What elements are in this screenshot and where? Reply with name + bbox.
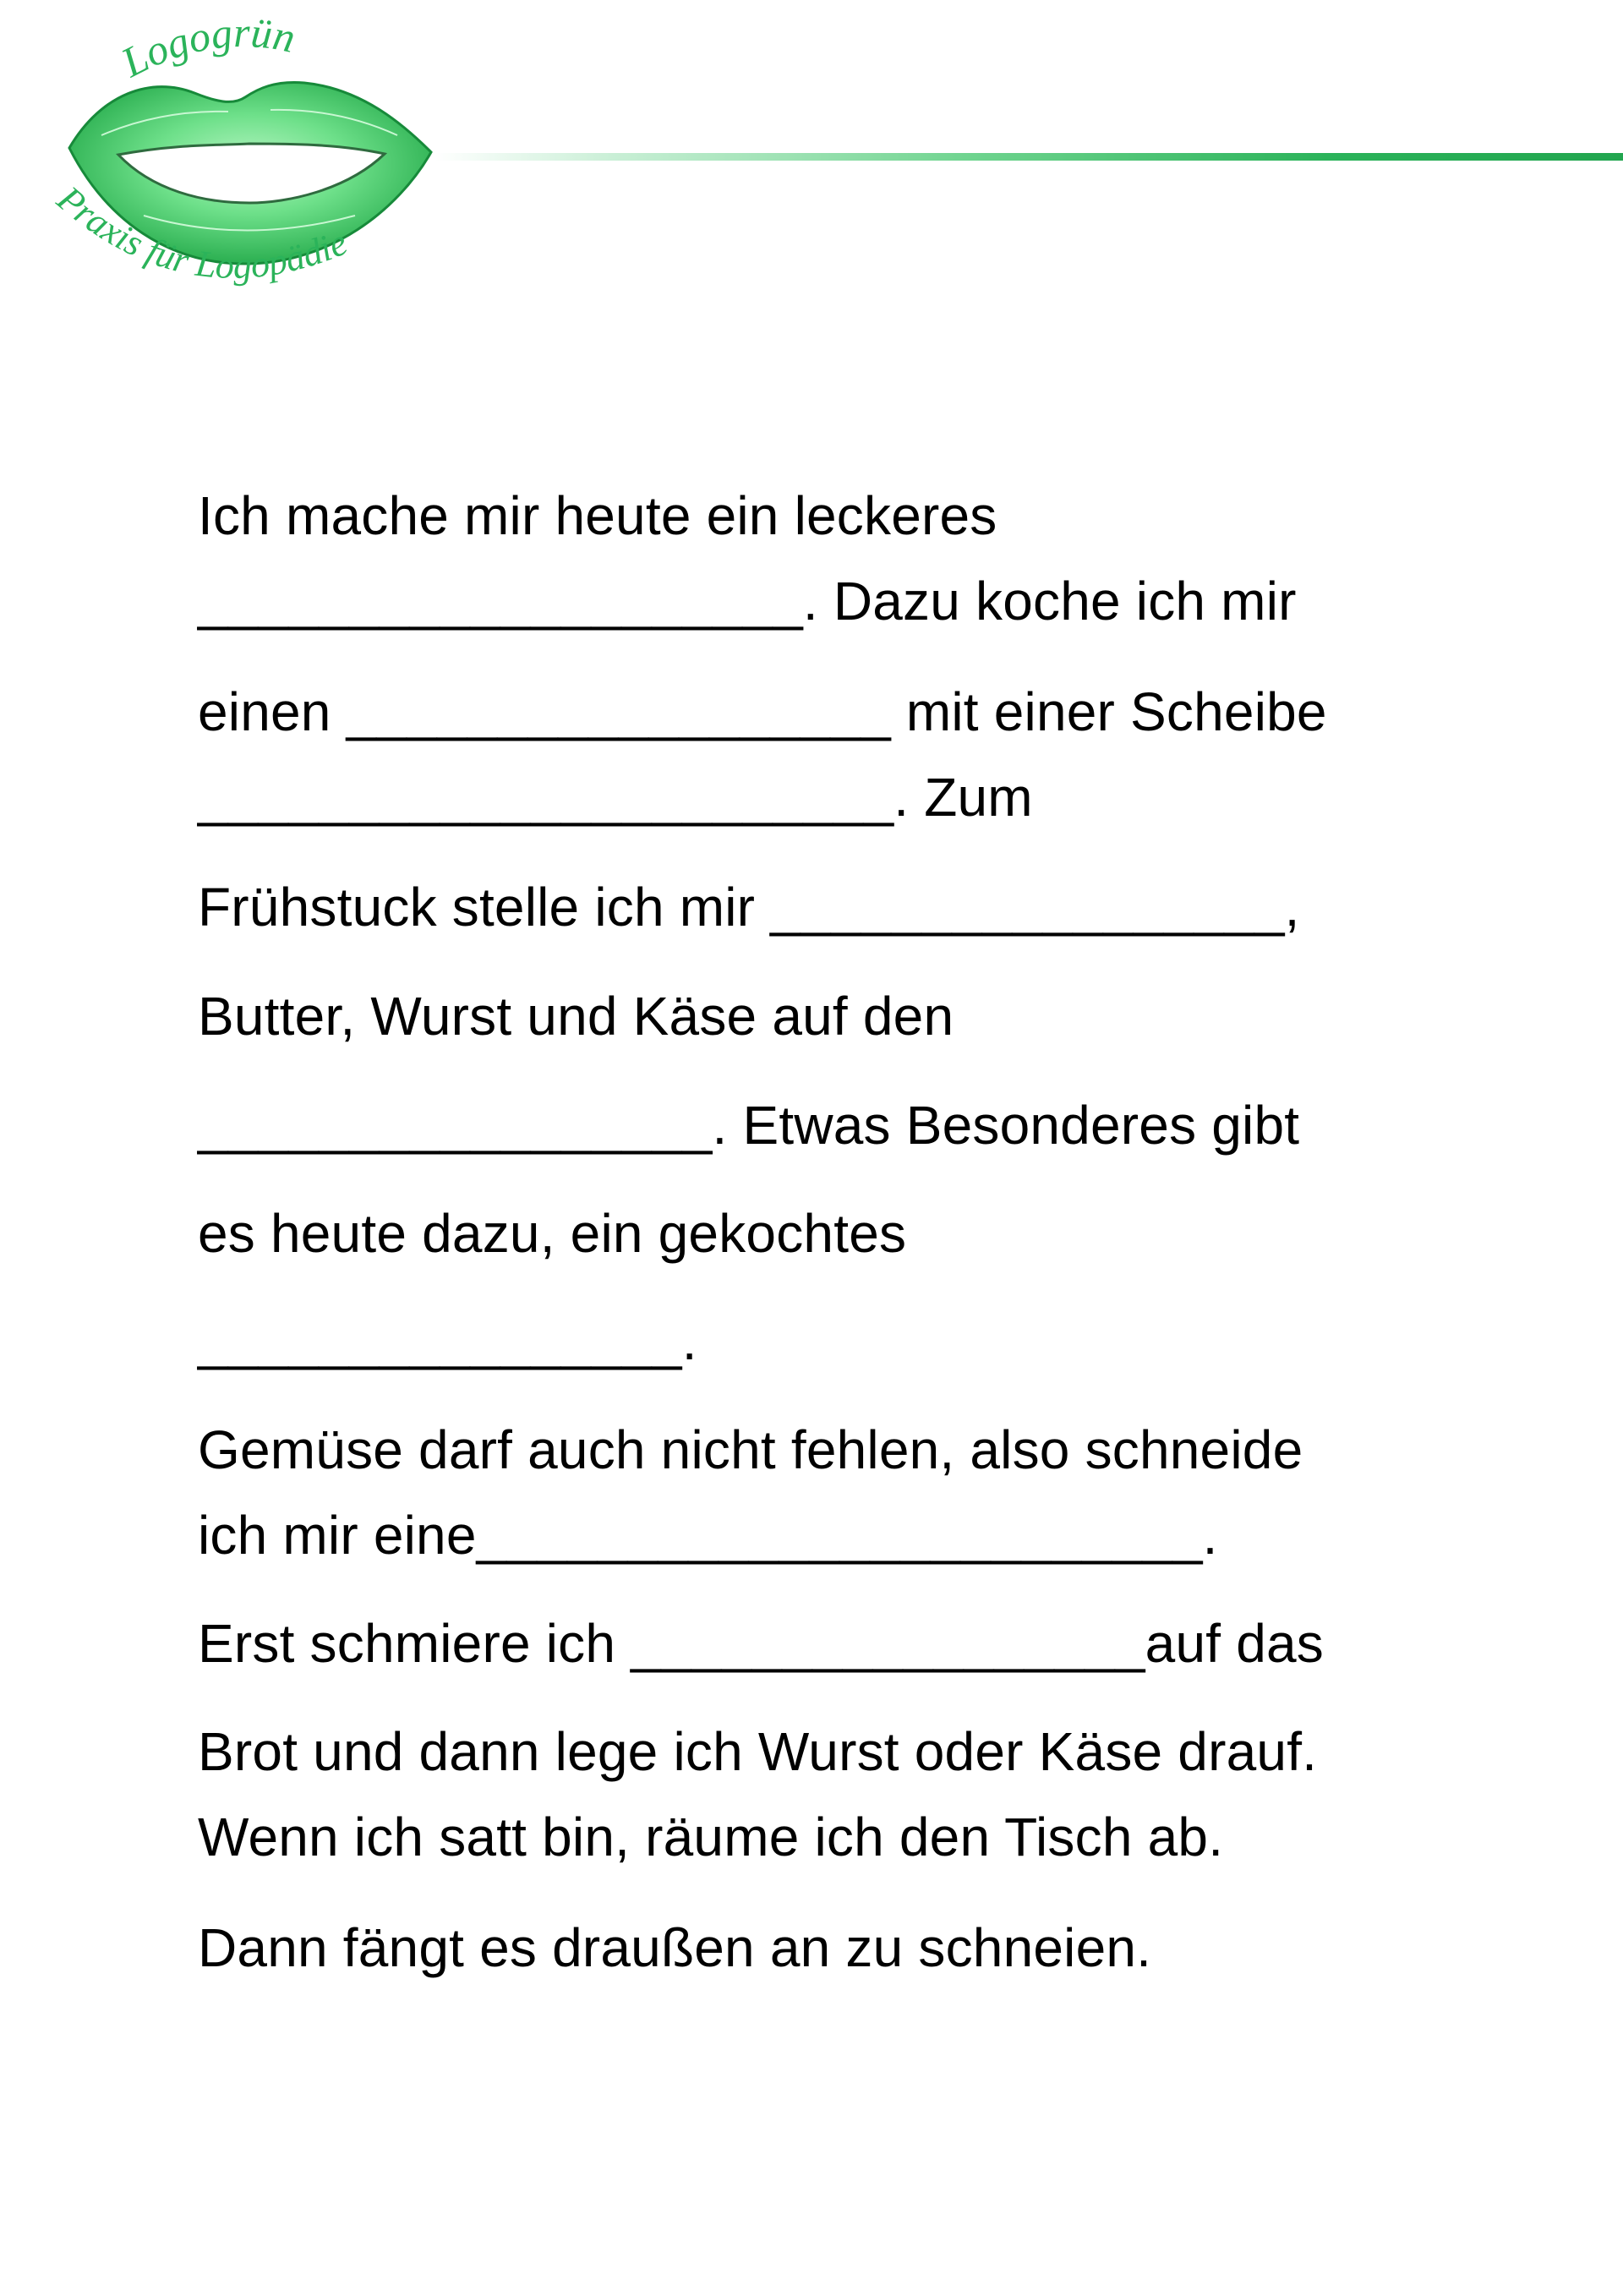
logo-graphic — [34, 17, 456, 330]
text-line: _______________________. Zum — [198, 767, 1033, 828]
text-line: Ich mache mir heute ein leckeres — [198, 485, 997, 546]
text-line: ________________. — [198, 1310, 697, 1371]
text-line: Gemüse darf auch nicht fehlen, also schneide — [198, 1419, 1303, 1480]
text-line: Dann fängt es draußen an zu schneien. — [198, 1917, 1152, 1978]
text-line: ____________________. Dazu koche ich mir — [198, 571, 1297, 631]
logo-bottom-text: Praxis für Logopädie — [49, 178, 353, 287]
text-line: ich mir eine________________________. — [198, 1505, 1218, 1566]
logo-top-text: Logogrün — [113, 17, 300, 86]
text-line: _________________. Etwas Besonderes gibt — [198, 1095, 1300, 1156]
text-line: Erst schmiere ich _________________auf das — [198, 1613, 1324, 1674]
text-line: einen __________________ mit einer Scheibe — [198, 681, 1327, 742]
logo — [34, 17, 456, 330]
text-line: es heute dazu, ein gekochtes — [198, 1203, 907, 1264]
text-line: Frühstuck stelle ich mir _________________, — [198, 877, 1300, 938]
text-line: Butter, Wurst und Käse auf den — [198, 986, 954, 1047]
text-line: Brot und dann lege ich Wurst oder Käse drauf. — [198, 1721, 1318, 1782]
header-rule — [435, 153, 1623, 161]
text-line: Wenn ich satt bin, räume ich den Tisch ab. — [198, 1807, 1224, 1867]
